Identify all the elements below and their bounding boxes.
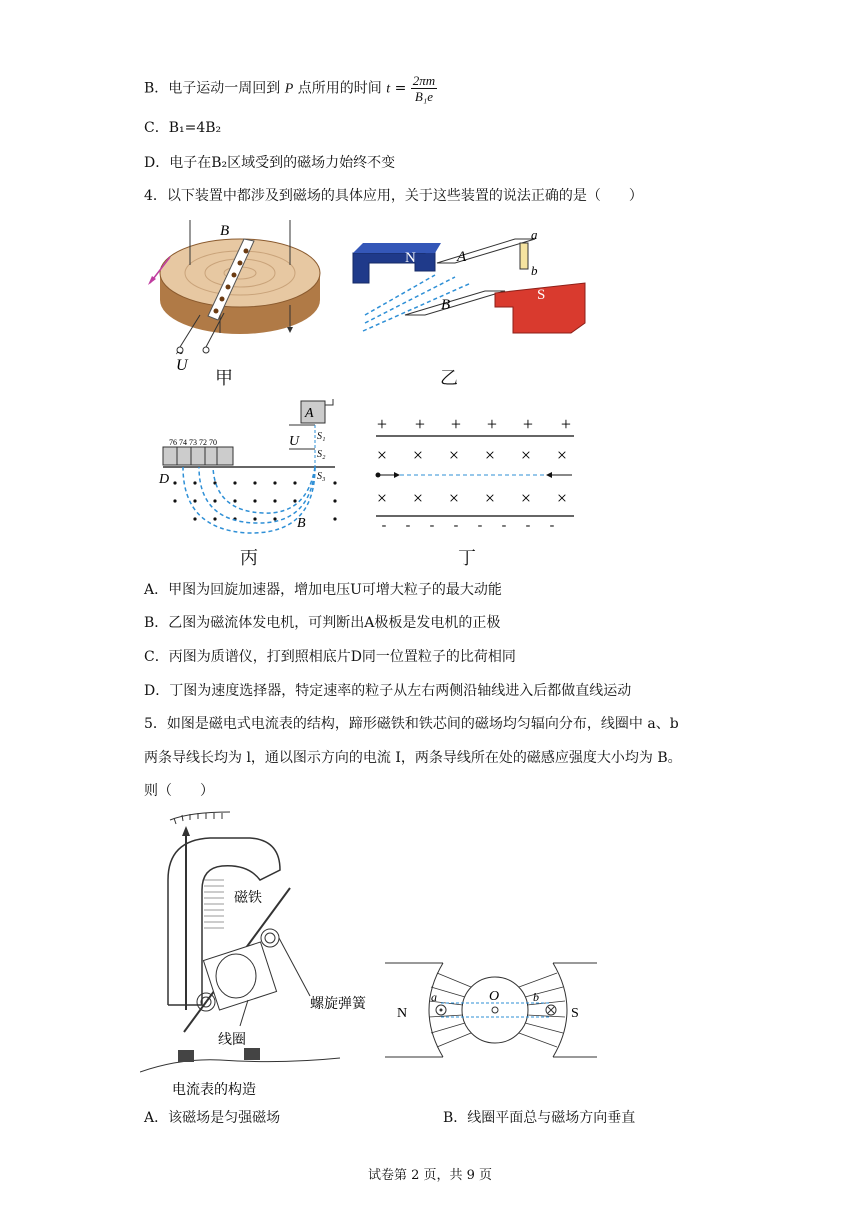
cross-mark: × bbox=[520, 445, 532, 465]
terminal-right bbox=[244, 1048, 260, 1060]
plate-a-label: A bbox=[457, 249, 467, 265]
figure-label-ding: 丁 bbox=[458, 548, 476, 569]
cross-mark: × bbox=[412, 488, 424, 508]
center-o-label: O bbox=[489, 989, 500, 1004]
q4-stem: 4．以下装置中都涉及到磁场的具体应用，关于这些装置的说法正确的是（ ） bbox=[144, 188, 643, 204]
cross-mark: × bbox=[412, 445, 424, 465]
terminal-b-label: b bbox=[531, 263, 538, 278]
slit-s2-label: S₂ bbox=[317, 449, 326, 460]
cross-mark: × bbox=[376, 445, 388, 465]
plus-sign: + bbox=[560, 414, 572, 434]
plus-charges bbox=[377, 414, 571, 434]
cross-field-row-bottom bbox=[377, 488, 567, 508]
q3-optb-eq: = bbox=[394, 80, 407, 97]
film-d-label: D bbox=[159, 472, 170, 487]
plate-b-label: B bbox=[441, 297, 451, 313]
cross-mark: × bbox=[484, 488, 496, 508]
terminal-left bbox=[178, 1050, 194, 1062]
cross-mark: × bbox=[520, 488, 532, 508]
figure-caption: 电流表的构造 bbox=[172, 1083, 256, 1098]
q5-stem-line3: 则（ ） bbox=[144, 783, 214, 799]
spiral-spring-top bbox=[261, 929, 279, 947]
film-scale-label: 76 74 73 72 70 bbox=[169, 438, 217, 447]
q3-optb-var-p: P bbox=[284, 81, 294, 97]
wire-a-label: a bbox=[431, 990, 437, 1004]
mass-spectrometer-figure bbox=[155, 395, 355, 545]
q3-optb-t: t bbox=[386, 81, 391, 97]
q5-stem-line2: 两条导线长均为 l，通以图示方向的电流 I，两条导线所在处的磁感应强度大小均为 B。 bbox=[144, 750, 682, 766]
cross-field-row-top bbox=[377, 445, 567, 465]
q3-option-b bbox=[144, 73, 437, 104]
q5-option-a: A．该磁场是匀强磁场 bbox=[144, 1110, 281, 1126]
center-point bbox=[492, 1007, 498, 1013]
fraction-denominator: B₁e bbox=[414, 89, 434, 104]
voltage-u-label: U bbox=[289, 434, 300, 449]
plate-b bbox=[405, 291, 505, 315]
label-magnet: 磁铁 bbox=[234, 891, 262, 906]
velocity-selector-figure bbox=[370, 412, 580, 532]
mhd-generator-figure bbox=[345, 225, 595, 345]
plus-sign: + bbox=[376, 414, 388, 434]
plus-sign: + bbox=[450, 414, 462, 434]
cyclotron-label-u: U bbox=[176, 357, 188, 374]
minus-sign: - bbox=[477, 518, 483, 532]
label-spring: 螺旋弹簧 bbox=[310, 997, 366, 1012]
terminal-a-label: a bbox=[531, 227, 538, 242]
resistor bbox=[520, 243, 528, 269]
q4-option-a: A．甲图为回旋加速器，增加电压U可增大粒子的最大动能 bbox=[144, 582, 502, 598]
photo-film bbox=[163, 447, 233, 465]
cross-mark: × bbox=[448, 488, 460, 508]
cross-mark: × bbox=[376, 488, 388, 508]
figure-label-jia: 甲 bbox=[215, 368, 233, 389]
slit-s3-label: S₃ bbox=[317, 471, 326, 482]
minus-charges bbox=[382, 518, 555, 532]
fraction-numerator: 2πm bbox=[412, 73, 436, 88]
q4-option-b: B．乙图为磁流体发电机，可判断出A极板是发电机的正极 bbox=[144, 615, 501, 631]
iron-core bbox=[216, 954, 256, 998]
dial-scale bbox=[170, 812, 230, 820]
q3-option-c: C．B₁=4B₂ bbox=[144, 120, 222, 136]
minus-sign: - bbox=[429, 518, 435, 532]
ammeter-structure-figure bbox=[140, 810, 390, 1105]
cross-mark: × bbox=[556, 488, 568, 508]
base-wire bbox=[140, 1058, 340, 1072]
cyclotron-label-b: B bbox=[220, 223, 230, 239]
label-coil: 线圈 bbox=[218, 1033, 246, 1048]
cross-mark: × bbox=[556, 445, 568, 465]
pole-n-label: N bbox=[397, 1006, 408, 1021]
cross-mark: × bbox=[484, 445, 496, 465]
minus-sign: - bbox=[549, 518, 555, 532]
plus-sign: + bbox=[522, 414, 534, 434]
radial-field-figure bbox=[385, 955, 610, 1065]
ion-source-label: A bbox=[305, 406, 314, 421]
q4-option-d: D．丁图为速度选择器，特定速率的粒子从左右两侧沿轴线进入后都做直线运动 bbox=[144, 683, 632, 699]
minus-sign: - bbox=[405, 518, 411, 532]
cross-mark: × bbox=[448, 445, 460, 465]
field-b-label: B bbox=[297, 516, 306, 531]
magnet-n-label: N bbox=[405, 250, 416, 266]
page-footer: 试卷第 2 页，共 9 页 bbox=[367, 1168, 493, 1183]
q3-optb-text: B．电子运动一周回到 bbox=[144, 80, 281, 97]
q3-optb-fraction bbox=[411, 73, 437, 104]
pole-s-label: S bbox=[571, 1006, 579, 1021]
wire-b-label: b bbox=[533, 990, 539, 1004]
q5-stem-line1: 5．如图是磁电式电流表的结构，蹄形磁铁和铁芯间的磁场均匀辐向分布，线圈中 a、b bbox=[144, 716, 679, 732]
figure-label-bing: 丙 bbox=[240, 548, 258, 569]
plus-sign: + bbox=[486, 414, 498, 434]
magnetic-field-dots bbox=[173, 481, 336, 520]
q5-option-b: B．线圈平面总与磁场方向垂直 bbox=[443, 1110, 636, 1126]
minus-sign: - bbox=[381, 518, 387, 532]
cyclotron-figure bbox=[140, 215, 340, 380]
magnet-s-label: S bbox=[537, 287, 546, 303]
q4-option-c: C．丙图为质谱仪，打到照相底片D同一位置粒子的比荷相同 bbox=[144, 649, 516, 665]
q3-option-d: D．电子在B₂区域受到的磁场力始终不变 bbox=[144, 155, 396, 171]
ac-tilde-icon: ~ bbox=[176, 345, 184, 360]
slit-s1-label: S₁ bbox=[317, 431, 326, 442]
minus-sign: - bbox=[453, 518, 459, 532]
plus-sign: + bbox=[414, 414, 426, 434]
q3-optb-mid: 点所用的时间 bbox=[297, 80, 382, 97]
minus-sign: - bbox=[525, 518, 531, 532]
figure-label-yi: 乙 bbox=[440, 368, 458, 389]
minus-sign: - bbox=[501, 518, 507, 532]
